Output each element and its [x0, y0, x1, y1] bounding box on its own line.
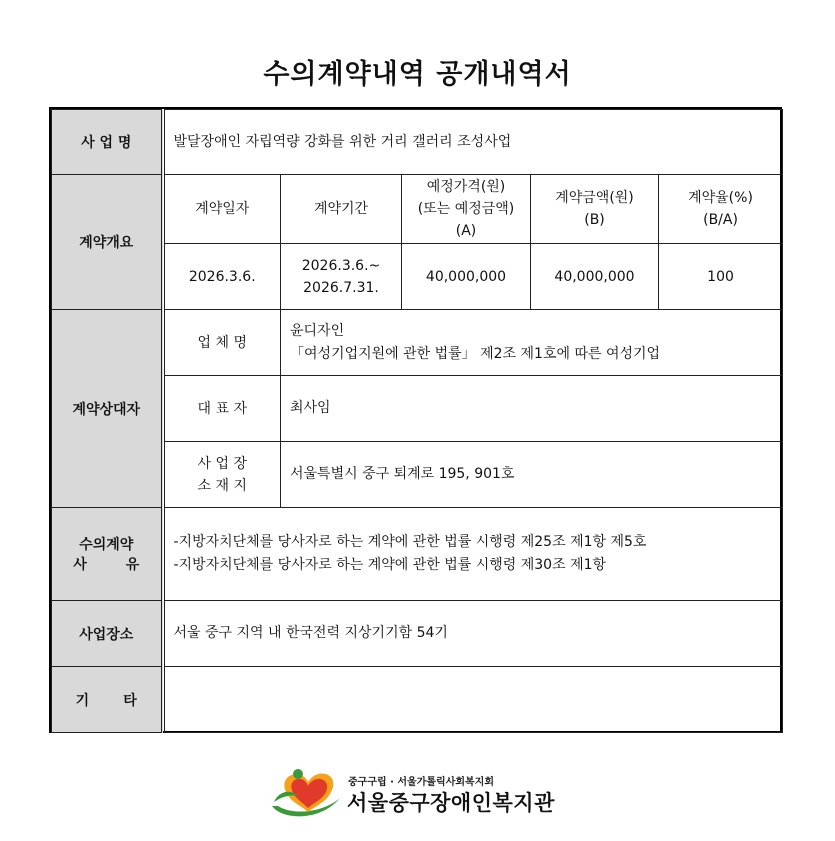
contract-rate-header: [659, 175, 783, 244]
company-value: [281, 310, 783, 376]
company-name: 윤디자인: [290, 322, 345, 339]
rate-header-line1: 계약율(%): [688, 190, 753, 206]
representative-label: 대 표 자: [163, 376, 281, 442]
location-label: 사업장소: [52, 601, 163, 667]
estimated-header-line2: (또는 예정금액): [417, 201, 515, 217]
reason-label: [52, 508, 163, 601]
address-label: [163, 442, 281, 508]
reason-line1: -지방자치단체를 당사자로 하는 계약에 관한 법률 시행령 제25조 제1항 제5호: [173, 534, 647, 550]
company-label: 업 체 명: [163, 310, 281, 376]
period-start: 2026.3.6.~: [301, 257, 381, 274]
summary-header-row: [52, 175, 783, 244]
estimated-header-line1: 예정가격(원): [426, 179, 506, 195]
amount-header-line1: 계약금액(원): [555, 190, 634, 206]
summary-label: 계약개요: [52, 175, 163, 310]
contract-amount-header: [531, 175, 659, 244]
company-row: [52, 310, 783, 376]
reason-label-line1: 수의계약: [79, 537, 134, 553]
reason-row: [52, 508, 783, 601]
representative-value: 최사임: [281, 376, 783, 442]
organization-logo: [268, 762, 568, 822]
contract-period: [281, 244, 402, 310]
project-row: [52, 110, 783, 175]
company-note: 「여성기업지원에 관한 법률」 제2조 제1호에 따른 여성기업: [290, 345, 661, 362]
logo-name: 서울중구장애인복지관: [347, 791, 555, 815]
period-end: 2026.7.31.: [303, 279, 379, 296]
period-header: 계약기간: [281, 175, 402, 244]
reason-line2: -지방자치단체를 당사자로 하는 계약에 관한 법률 시행령 제30조 제1항: [173, 557, 607, 573]
contract-rate: 100: [659, 244, 783, 310]
estimated-price-header: [402, 175, 531, 244]
etc-value: [163, 667, 783, 733]
rate-header-line2: (B/A): [703, 212, 738, 228]
amount-header-line2: (B): [584, 212, 605, 228]
estimated-header-line3: (A): [455, 223, 477, 239]
contract-date: 2026.3.6.: [163, 244, 281, 310]
project-value: 발달장애인 자립역량 강화를 위한 거리 갤러리 조성사업: [163, 110, 783, 175]
address-label-line2: 소 재 지: [197, 477, 247, 494]
etc-row: [52, 667, 783, 733]
location-row: [52, 601, 783, 667]
project-label: 사 업 명: [52, 110, 163, 175]
reason-value: [163, 508, 783, 601]
logo-subtitle: 중구구립 · 서울가톨릭사회복지회: [348, 777, 495, 788]
location-value: 서울 중구 지역 내 한국전력 지상기기함 54기: [163, 601, 783, 667]
address-value: 서울특별시 중구 퇴계로 195, 901호: [281, 442, 783, 508]
heart-leaf-icon: [268, 762, 346, 822]
estimated-price: 40,000,000: [402, 244, 531, 310]
page-title: 수의계약내역 공개내역서: [263, 59, 572, 90]
reason-label-line2: 사 유: [73, 557, 140, 573]
contract-table: [49, 107, 782, 733]
contractor-label: 계약상대자: [52, 310, 163, 508]
contract-amount: 40,000,000: [531, 244, 659, 310]
date-header: 계약일자: [163, 175, 281, 244]
address-label-line1: 사 업 장: [197, 455, 247, 472]
etc-label: 기 타: [52, 667, 163, 733]
